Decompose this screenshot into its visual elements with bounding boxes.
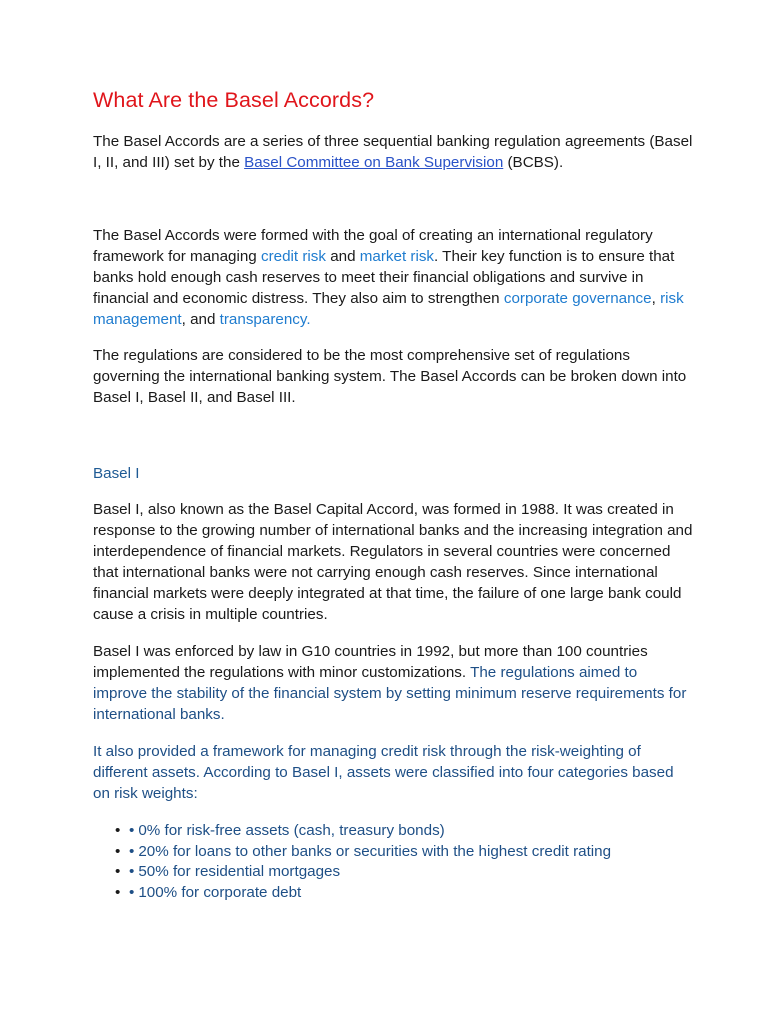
bullet-icon: •	[115, 883, 121, 901]
enforcement-text: Basel I was enforced by law in G10 countries in 1992, but more than 100 countries implemented the regulations with minor customizations.	[93, 643, 648, 681]
list-item	[93, 821, 693, 842]
stability-text: The regulations aimed to improve the stability of the financial system by setting minimum reserve requirements for international banks.	[93, 664, 687, 723]
goal-text: , and	[181, 311, 220, 328]
comprehensive-paragraph: The regulations are considered to be the most comprehensive set of regulations governing the international banking system. The Basel Accords can be broken down into Basel I, Basel II, and Basel III.	[93, 347, 687, 406]
bcbs-link[interactable]: Basel Committee on Bank Supervision	[244, 154, 504, 171]
page-title: What Are the Basel Accords?	[93, 88, 375, 112]
list-item-text: 0% for risk-free assets (cash, treasury bonds)	[138, 822, 445, 839]
basel-1-heading: Basel I	[93, 465, 140, 482]
corporate-governance-link[interactable]: corporate governance	[503, 290, 652, 307]
inner-bullet-icon: •	[129, 883, 135, 901]
list-item	[93, 883, 693, 904]
list-item-text: 50% for residential mortgages	[138, 863, 341, 880]
basel-1-enforcement-paragraph	[93, 641, 693, 725]
risk-management-link[interactable]: risk management	[93, 290, 684, 328]
basel-1-paragraph: Basel I, also known as the Basel Capital Accord, was formed in 1988. It was created in response to the growing number of international banks and the increasing integration and interdependence of financial markets. Regulators in several countries were concerned that international banks were not carrying enough cash reserves. Since international financial markets were deeply integrated at that time, the failure of one large bank could cause a crisis in multiple countries.	[93, 501, 693, 623]
credit-risk-link[interactable]: credit risk	[260, 248, 326, 265]
list-item-text: 100% for corporate debt	[138, 883, 302, 901]
goal-text: . Their key function is to ensure that banks hold enough cash reserves to meet their financial obligations and survive in financial and economic distress. They also aim to strengthen	[93, 248, 675, 307]
risk-weights-list	[93, 821, 693, 903]
goal-text: The Basel Accords were formed with the goal of creating an international regulatory framework for managing	[93, 227, 653, 265]
list-item-text: 20% for loans to other banks or securities with the highest credit rating	[138, 842, 612, 860]
goal-paragraph	[93, 225, 693, 330]
inner-bullet-icon: •	[129, 842, 135, 860]
goal-text: ,	[651, 290, 661, 307]
risk-weighting-paragraph: It also provided a framework for managing credit risk through the risk-weighting of different assets. According to Basel I, assets were classified into four categories based on risk weights:	[93, 743, 674, 802]
goal-text: and	[325, 248, 360, 265]
list-item	[93, 862, 693, 883]
inner-bullet-icon: •	[129, 863, 135, 880]
bullet-icon: •	[115, 863, 121, 880]
bullet-icon: •	[115, 842, 121, 860]
intro-text-end: (BCBS).	[503, 154, 564, 171]
inner-bullet-icon: •	[129, 822, 135, 839]
market-risk-link[interactable]: market risk	[359, 248, 435, 265]
intro-text: The Basel Accords are a series of three sequential banking regulation agreements (Basel I, II, and III) set by the	[93, 133, 693, 171]
document-page	[93, 88, 693, 903]
transparency-link[interactable]: transparency.	[219, 311, 311, 328]
intro-paragraph	[93, 131, 693, 173]
list-item	[93, 842, 693, 863]
bullet-icon: •	[115, 822, 121, 839]
